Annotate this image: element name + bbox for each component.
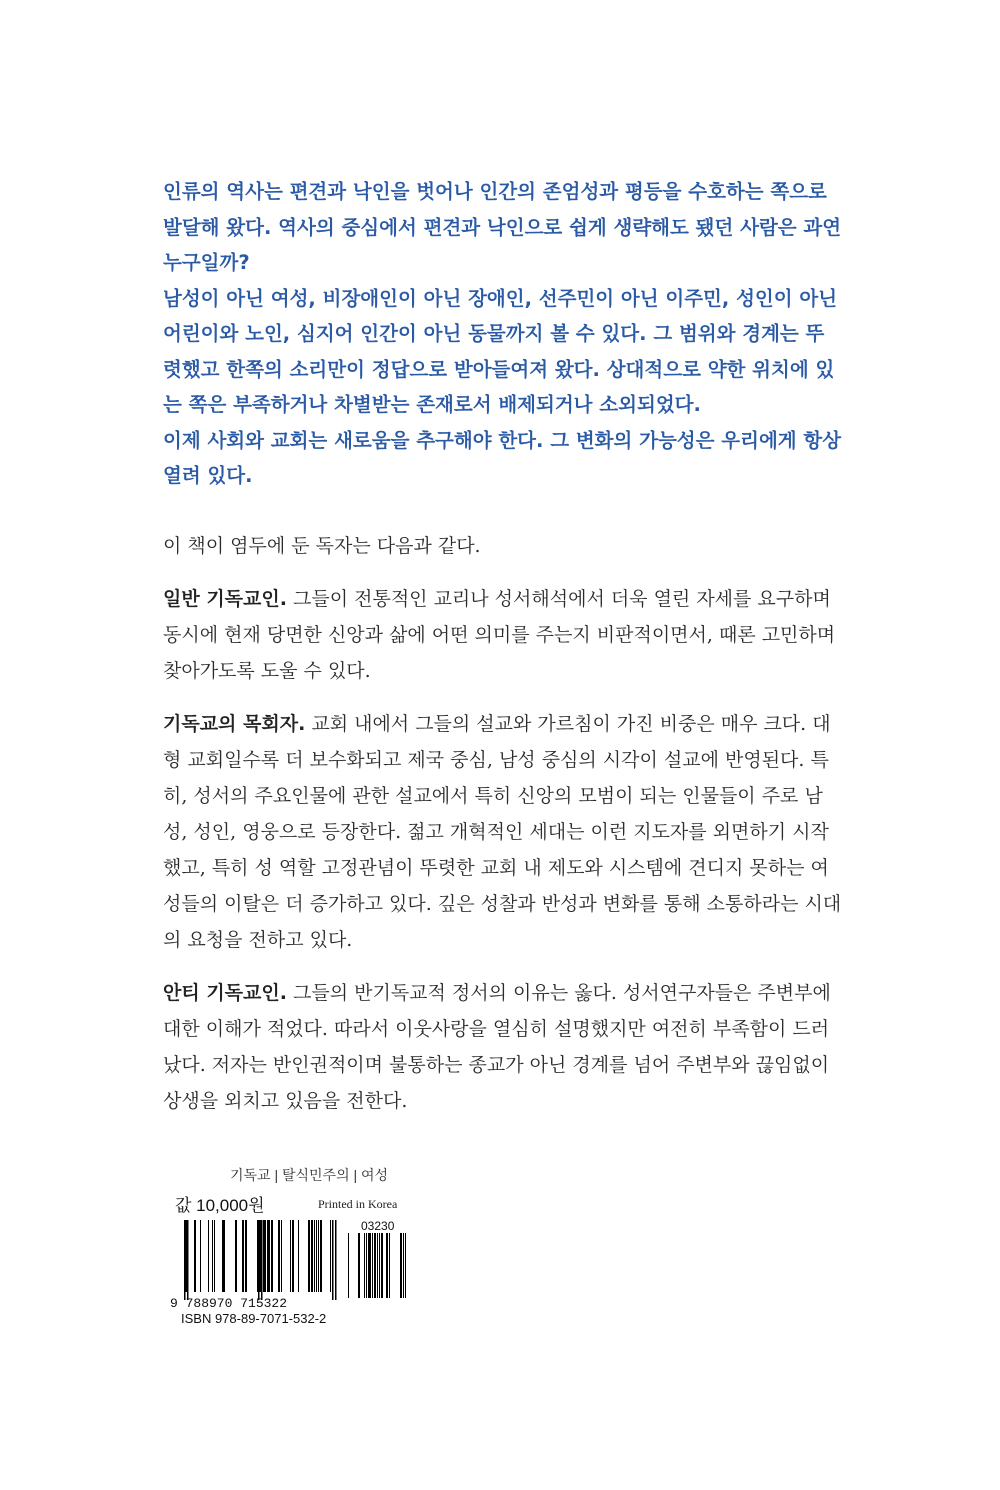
barcode-bar [405,1233,406,1298]
reader-item [163,706,843,958]
isbn-label: ISBN 978-89-7071-532-2 [181,1311,327,1326]
barcode-bar [308,1220,310,1292]
lead-paragraphs [163,174,843,494]
barcode-guard-bar [258,1220,260,1300]
lead-paragraph: 남성이 아닌 여성, 비장애인이 아닌 장애인, 선주민이 아닌 이주민, 성인이 아닌 어린이와 노인, 심지어 인간이 아닌 동물까지 볼 수 있다. 그 범위와 경계는 뚜렷했고 한쪽의 소리만이 정답으로 받아들여져 왔다. 상대적으로 약한 위치에 있는 쪽은 부족하거나 차별받는 존재로서 배제되거나 소외되었다. [163,286,838,416]
barcode-bar [290,1220,291,1292]
isbn-barcode [168,1218,413,1310]
barcode-guard-bar [187,1220,189,1300]
lead-paragraph: 인류의 역사는 편견과 낙인을 벗어나 인간의 존엄성과 평등을 수호하는 쪽으로 발달해 왔다. 역사의 중심에서 편견과 낙인으로 쉽게 생략해도 됐던 사람은 과연 누구일까? [163,180,842,274]
barcode-guard-bar [184,1220,186,1300]
reader-text: 그들이 전통적인 교리나 성서해석에서 더욱 열린 자세를 요구하며 동시에 현재 당면한 신앙과 삶에 어떤 의미를 주는지 비판적이면서, 때론 고민하며 찾아가도록 도울 수 있다. [163,588,836,682]
category-line: 기독교 | 탈식민주의 | 여성 [230,1167,389,1183]
barcode-bar [200,1220,201,1292]
barcode-bar [368,1233,371,1298]
reader-text: 교회 내에서 그들의 설교와 가르침이 가진 비중은 매우 크다. 대형 교회일수록 더 보수화되고 제국 중심, 남성 중심의 시각이 설교에 반영된다. 특히, 성서의 주요인물에 관한 설교에서 특히 신앙의 모범이 되는 인물들이 주로 남성, 성인, 영웅으로 등장한다. 젊고 개혁적인 세대는 이런 지도자를 외면하기 시작했고, 특히 성 역할 고정관념이 뚜렷한 교회 내 제도와 시스템에 견디지 못하는 여성들의 이탈은 더 증가하고 있다. 깊은 성찰과 반성과 변화를 통해 소통하라는 시대의 요청을 전하고 있다. [163,713,842,951]
barcode-bar [222,1220,225,1292]
barcode-guard-bar [335,1220,337,1300]
addon-code: 03230 [361,1219,395,1233]
lead-paragraph: 이제 사회와 교회는 새로움을 추구해야 한다. 그 변화의 가능성은 우리에게 항상 열려 있다. [163,428,842,487]
barcode-bar [389,1233,390,1298]
barcode-bar [358,1233,360,1298]
barcode-bar [374,1233,376,1298]
barcode-bar [316,1220,317,1292]
barcode-bar [348,1233,349,1298]
barcode-bar [208,1220,209,1292]
barcode-bar [235,1220,237,1292]
barcode-bar [314,1220,315,1292]
barcode-bar [366,1233,367,1298]
barcode-bar [263,1220,266,1292]
barcode-bar [311,1220,313,1292]
barcode-bar [292,1220,294,1292]
barcode-bar [257,1220,258,1292]
barcode-bar [278,1220,280,1292]
barcode-bar [403,1233,404,1298]
barcode-bar [372,1233,373,1298]
barcode-bar [267,1220,270,1292]
barcode-bar [212,1220,213,1292]
intro-sentence: 이 책이 염두에 둔 독자는 다음과 같다. [163,535,481,557]
reader-item [163,975,843,1119]
barcode-bar [320,1220,322,1292]
barcode-digits: 9 788970 715322 [170,1296,288,1310]
barcode-bar [400,1233,402,1298]
barcode-bar [386,1233,388,1298]
price-label: 값 10,000원 [175,1196,265,1215]
printed-in-label: Printed in Korea [318,1197,398,1211]
barcode-guard-bar [261,1220,263,1300]
reader-heading: 기독교의 목회자. [163,713,306,735]
reader-text: 그들의 반기독교적 정서의 이유는 옳다. 성서연구자들은 주변부에 대한 이해가 적었다. 따라서 이웃사랑을 열심히 설명했지만 여전히 부족함이 드러났다. 저자는 반인권적이며 불통하는 종교가 아닌 경계를 넘어 주변부와 끊임없이 상생을 외치고 있음을 전한다. [163,982,831,1112]
barcode-bar [330,1220,331,1292]
barcode-bar [298,1220,299,1292]
barcode-bar [242,1220,244,1292]
reader-description [163,528,843,1136]
barcode-bar [194,1220,196,1292]
barcode-bar [364,1233,365,1298]
barcode-bar [214,1220,215,1292]
barcode-bar [318,1220,319,1292]
reader-heading: 안티 기독교인. [163,982,287,1004]
reader-item [163,581,843,689]
barcode-bar [281,1220,282,1292]
reader-heading: 일반 기독교인. [163,588,287,610]
barcode-bar [381,1233,383,1298]
barcode-bar [271,1220,273,1292]
barcode-guard-bar [332,1220,334,1300]
barcode-bar [377,1233,378,1298]
barcode-bar [245,1220,247,1292]
barcode-bar [379,1233,380,1298]
